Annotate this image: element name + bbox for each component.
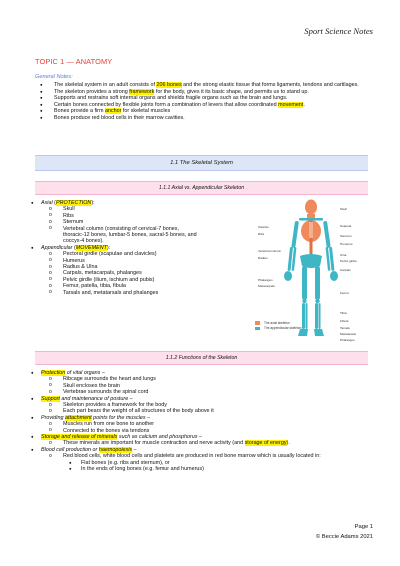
highlight: anchor xyxy=(104,108,122,115)
figure-label: Skull xyxy=(340,207,347,211)
list-item: o Vertebrae surrounds the spinal cord xyxy=(49,389,371,395)
appendicular-item: ● Appendicular (MOVEMENT): o Pectoral girdle (scapulae and clavicles) o Humerus o Radius & Ulna o Carpals, metacarpals, phalanges o Pelvic girdle (ilium, ischium and pubis) o Femur, patella, tibia, fibula o Tarsals and, metatarsals and phalanges xyxy=(31,245,251,296)
section-heading: 1.1 The Skeletal System xyxy=(35,155,368,171)
blood-item: ● Blood cell production or haemopoiesis – o Red blood cells, white blood cells and platelets are produced in red bone marrow which is usually located in: ● Flat bones (e.g. ribs and sternum), or ● In the ends of long bones (e.g. femur and humerus) xyxy=(31,447,371,473)
list-item: o Connected to the bones via tendons xyxy=(49,428,371,434)
list-item: o Pectoral girdle (scapulae and clavicles) xyxy=(49,251,251,257)
list-item: ● Flat bones (e.g. ribs and sternum), or xyxy=(69,460,371,466)
list-item: o Muscles run from one bone to another xyxy=(49,421,371,427)
legend-swatch xyxy=(255,321,260,325)
legend-item: The axial skeleton xyxy=(255,320,301,326)
copyright: © Beccie Adams 2021 xyxy=(315,534,373,540)
figure-label: Tarsals xyxy=(340,326,350,330)
subsection-heading-1: 1.1.1 Axial vs. Appendicular Skeleton xyxy=(35,181,368,195)
figure-label: Femur xyxy=(340,291,349,295)
legend-item: The appendicular skeleton xyxy=(255,326,301,332)
highlight: Support xyxy=(41,395,60,402)
header-title: Sport Science Notes xyxy=(304,26,373,36)
list-item: ● In the ends of long bones (e.g. femur and humerus) xyxy=(69,466,371,472)
figure-label: Fibula xyxy=(340,319,349,323)
figure-label: Ulna xyxy=(340,253,347,257)
page-number: Page 1 xyxy=(354,524,373,530)
list-item: o Skull xyxy=(49,206,251,212)
figure-label: Metacarpals xyxy=(258,284,275,288)
support-item: ● Support and maintenance of posture – o Skeleton provides a framework for the body o Each part bears the weight of all structures of the body above it xyxy=(31,396,371,415)
general-notes-list xyxy=(40,82,376,122)
functions-outline xyxy=(31,370,371,473)
list-item: o Skeleton provides a framework for the body xyxy=(49,402,371,408)
highlight: Storage and release of minerals xyxy=(41,434,118,441)
highlight: storage of energy xyxy=(244,440,287,447)
figure-label: Tibia xyxy=(340,311,347,315)
figure-label: Clavicle xyxy=(258,225,269,229)
highlight: 206 bones xyxy=(156,82,182,88)
figure-label: Humerus xyxy=(340,242,353,246)
highlight: haemopoiesis xyxy=(98,446,133,453)
skeleton-outline xyxy=(31,200,251,296)
figure-label: Carpals xyxy=(340,268,351,272)
list-item: o These minerals are important for muscle contraction and nerve activity (and storage of energy). xyxy=(49,440,371,446)
list-item: ● The skeletal system in an adult consists of 206 bones and the strong elastic tissue that forms ligaments, tendons and cartilages. xyxy=(40,82,360,89)
attachment-item: ● Providing attachment points for the muscles – o Muscles run from one bone to another o Connected to the bones via tendons xyxy=(31,415,371,434)
list-item: ● The skeleton provides a strong framework for the body, gives it its basic shape, and permits us to stand up. xyxy=(40,89,376,96)
list-item: o Ribcage surrounds the heart and lungs xyxy=(49,376,371,382)
figure-label: Phalanges xyxy=(340,338,355,342)
topic-title: TOPIC 1 — ANATOMY xyxy=(35,57,113,66)
axial-item: ● Axial (PROTECTION): o Skull o Ribs o Sternum o Vertebral column (consisting of cervical-7 bones, thoracic-12 bones, lumbar-5 bones, sacral-5 bones, and coccyx-4 bones). xyxy=(31,200,251,245)
general-notes-label: General Notes: xyxy=(35,74,73,80)
figure-label: Ribs xyxy=(258,232,265,236)
storage-item: ● Storage and release of minerals such as calcium and phosphorus – o These minerals are important for muscle contraction and nerve activity (and storage of energy). xyxy=(31,434,371,447)
list-item: o Radius & Ulna xyxy=(49,264,251,270)
list-item: ● Bones produce red blood cells in their marrow cavities. xyxy=(40,115,376,122)
figure-label: Scapula xyxy=(340,224,352,228)
highlight: MOVEMENT xyxy=(75,244,107,251)
axial-skeleton xyxy=(301,200,321,259)
list-item: o Sternum xyxy=(49,219,251,225)
list-item: o Carpals, metacarpals, phalanges xyxy=(49,270,251,276)
list-item: o Red blood cells, white blood cells and platelets are produced in red bone marrow which is usually located in: xyxy=(49,453,361,459)
highlight: movement xyxy=(278,101,304,108)
highlight: Protection xyxy=(41,370,66,376)
list-item: o Skull encloses the brain xyxy=(49,383,371,389)
list-item: o Vertebral column (consisting of cervical-7 bones, thoracic-12 bones, lumbar-5 bones, sacral-5 bones, and coccyx-4 bones). xyxy=(49,226,199,245)
figure-label: Pelvic girdle xyxy=(340,259,357,263)
subsection-heading-2: 1.1.2 Functions of the Skeleton xyxy=(35,351,368,365)
list-item: o Each part bears the weight of all structures of the body above it xyxy=(49,408,371,414)
list-item: o Humerus xyxy=(49,258,251,264)
highlight: framework xyxy=(129,88,155,95)
list-item: o Pelvic girdle (ilium, ischium and pubis) xyxy=(49,277,251,283)
list-item: o Femur, patella, tibia, fibula xyxy=(49,283,251,289)
highlight: attachment xyxy=(64,414,92,421)
list-item: ● Supports and restrains soft internal organs and shields fragile organs such as the brain and lungs. xyxy=(40,95,376,102)
figure-label: Radius xyxy=(258,256,268,260)
protection-item: ● Protection of vital organs – o Ribcage surrounds the heart and lungs o Skull encloses the brain o Vertebrae surrounds the spinal cord xyxy=(31,370,371,396)
figure-label: Vertebral column xyxy=(258,249,282,253)
figure-label: Sternum xyxy=(340,234,352,238)
legend-swatch xyxy=(255,327,260,331)
list-item: o Tarsals and, metatarsals and phalanges xyxy=(49,290,251,296)
list-item: ● Certain bones connected by flexible joints form a combination of levers that allow coordinated movement. xyxy=(40,102,376,109)
figure-label: Metatarsals xyxy=(340,332,356,336)
figure-label: Phalanges xyxy=(258,278,273,282)
figure-legend xyxy=(255,320,301,331)
list-item: o Ribs xyxy=(49,213,251,219)
highlight: PROTECTION xyxy=(55,200,92,206)
list-item: ● Bones provide a firm anchor for skeletal muscles xyxy=(40,108,376,115)
